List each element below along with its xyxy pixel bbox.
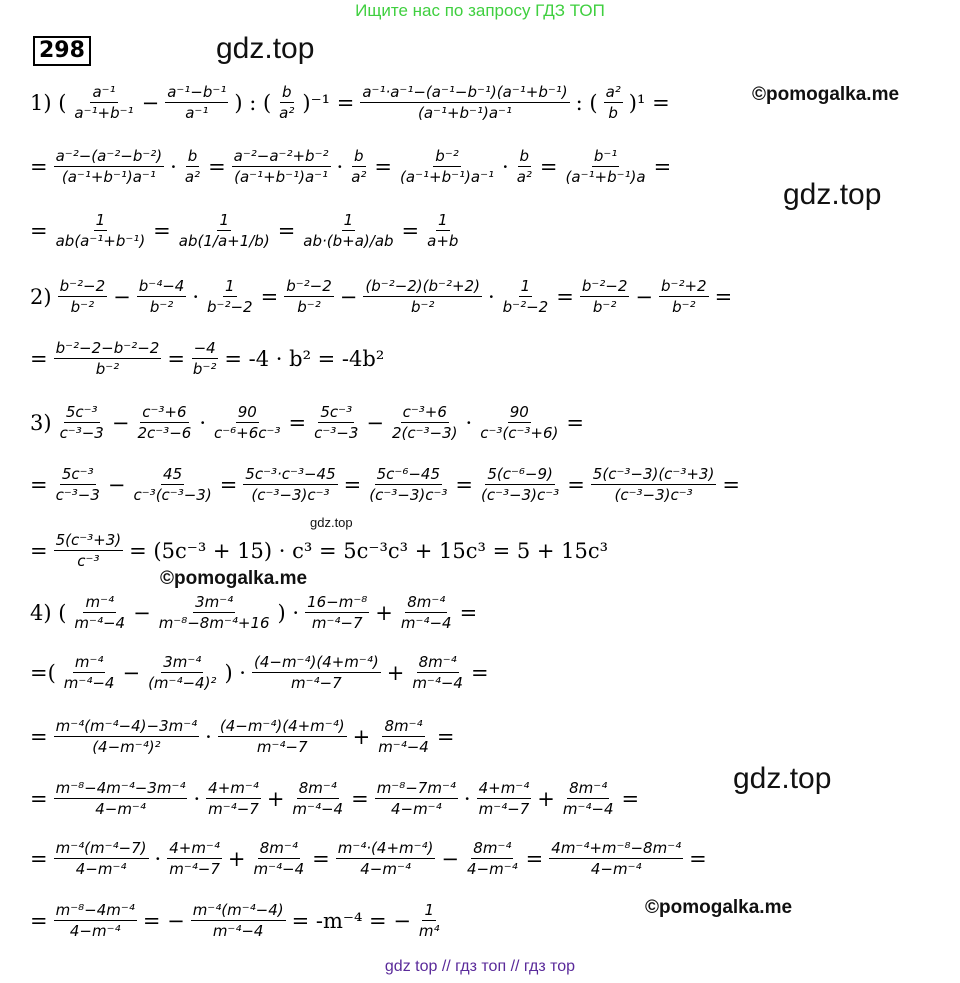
numerator: b⁻²−2 xyxy=(59,277,106,295)
watermark-pomogalka: ©pomogalka.me xyxy=(160,568,308,589)
denominator: (a⁻¹+b⁻¹)a xyxy=(565,168,646,186)
fraction xyxy=(479,464,561,505)
fraction xyxy=(478,402,560,443)
denominator: b⁻² xyxy=(410,298,435,316)
math-text: − xyxy=(441,846,460,871)
math-text: = xyxy=(343,472,362,497)
math-text: = xyxy=(30,218,48,243)
denominator: a² xyxy=(351,168,367,186)
denominator: c⁻³−3 xyxy=(59,424,104,442)
math-text: = xyxy=(722,472,740,497)
math-text: · xyxy=(463,786,471,811)
numerator: b⁻²+2 xyxy=(661,277,707,295)
fraction xyxy=(167,838,222,879)
denominator: (c⁻³−3)c⁻³ xyxy=(369,486,448,504)
denominator: (m⁻⁴−4)² xyxy=(148,674,217,692)
numerator: 1 xyxy=(219,211,229,229)
math-text: )⁻¹ = xyxy=(302,90,355,115)
fraction xyxy=(305,592,369,633)
denominator: m⁻⁴−4 xyxy=(378,738,429,756)
fraction xyxy=(399,592,454,633)
fraction xyxy=(54,146,165,187)
numerator: m⁻⁸−7m⁻⁴ xyxy=(376,779,456,797)
numerator: b⁻² xyxy=(435,147,459,165)
math-text: + xyxy=(227,846,246,871)
watermark-gdz-top: gdz.top xyxy=(733,762,832,795)
fraction xyxy=(580,276,630,317)
math-text: − xyxy=(133,600,151,625)
fraction xyxy=(62,652,117,693)
denominator: b⁻² xyxy=(297,298,321,316)
numerator: 5(c⁻⁶−9) xyxy=(487,465,553,483)
math-text: = xyxy=(312,846,330,871)
denominator: (a⁻¹+b⁻¹)a⁻¹ xyxy=(417,104,512,122)
problem-number: 298 xyxy=(33,36,91,66)
denominator: m⁻⁴−4 xyxy=(412,674,463,692)
numerator: c⁻³+6 xyxy=(402,403,447,421)
numerator: a² xyxy=(605,83,621,101)
numerator: 5c⁻³ xyxy=(320,403,353,421)
math-text: = xyxy=(556,284,574,309)
math-text: = -m⁻⁴ = − xyxy=(291,908,411,933)
math-text: − xyxy=(111,410,130,435)
equation-line xyxy=(28,652,491,693)
numerator: 8m⁻⁴ xyxy=(473,839,512,857)
math-text: = xyxy=(30,908,48,933)
denominator: b⁻²−2 xyxy=(207,298,253,316)
math-text: − xyxy=(635,284,653,309)
denominator: a² xyxy=(184,168,201,186)
math-text: · xyxy=(199,410,206,435)
numerator: b xyxy=(519,147,530,165)
fraction xyxy=(58,402,106,443)
math-text: = xyxy=(30,154,48,179)
denominator: m⁻⁴−7 xyxy=(169,860,220,878)
numerator: b xyxy=(354,147,364,165)
fraction xyxy=(54,838,149,879)
watermark-gdz-top: gdz.top xyxy=(783,178,882,211)
denominator: c⁻³−3 xyxy=(55,486,100,504)
math-text: − xyxy=(366,410,384,435)
math-text: = xyxy=(167,346,185,371)
math-text: · xyxy=(487,284,495,309)
math-text: = xyxy=(714,284,733,309)
math-text: = xyxy=(219,472,238,497)
fraction xyxy=(132,464,214,505)
fraction xyxy=(54,210,148,251)
fraction xyxy=(54,338,162,379)
fraction xyxy=(54,778,188,819)
equation-line xyxy=(28,402,586,443)
fraction xyxy=(232,146,331,187)
fraction xyxy=(290,778,345,819)
math-text: − xyxy=(141,90,160,115)
denominator: b⁻² xyxy=(70,298,95,316)
fraction xyxy=(212,402,282,443)
math-text: = (5c⁻³ + 15) · c³ = 5c⁻³c³ + 15c³ = 5 + 15c³ xyxy=(129,538,609,563)
denominator: 2(c⁻³−3) xyxy=(391,424,458,442)
denominator: 4−m⁻⁴ xyxy=(75,860,127,878)
numerator: b⁻²−2−b⁻²−2 xyxy=(55,339,160,357)
fraction xyxy=(137,276,187,317)
numerator: 45 xyxy=(163,465,183,483)
math-text: = xyxy=(567,472,585,497)
math-text: = xyxy=(30,538,48,563)
numerator: c⁻³+6 xyxy=(142,403,187,421)
denominator: 4−m⁻⁴ xyxy=(390,800,442,818)
math-text: = xyxy=(436,724,455,749)
math-text: − xyxy=(113,284,131,309)
numerator: a⁻²−a⁻²+b⁻² xyxy=(233,147,329,165)
fraction xyxy=(561,778,616,819)
numerator: −4 xyxy=(193,339,216,357)
math-text: · xyxy=(170,154,177,179)
denominator: b⁻² xyxy=(149,298,174,316)
denominator: b⁻²−2 xyxy=(502,298,549,316)
denominator: b⁻² xyxy=(672,298,696,316)
numerator: b⁻²−2 xyxy=(581,277,628,295)
numerator: a⁻¹ xyxy=(92,83,116,101)
math-text: + xyxy=(266,786,285,811)
denominator: c⁻⁶+6c⁻³ xyxy=(214,424,281,442)
denominator: b⁻² xyxy=(592,298,617,316)
numerator: 5c⁻³·c⁻³−45 xyxy=(245,465,336,483)
numerator: 5c⁻³ xyxy=(61,465,94,483)
math-text: = xyxy=(653,154,672,179)
equation-line xyxy=(28,592,479,633)
numerator: 5c⁻³ xyxy=(65,403,98,421)
equation-line xyxy=(28,338,386,379)
math-text: − xyxy=(122,660,141,685)
denominator: a² xyxy=(516,168,532,186)
numerator: 3m⁻⁴ xyxy=(163,653,202,671)
footer-links[interactable]: gdz top // гдз топ // гдз тор xyxy=(384,958,576,975)
denominator: a² xyxy=(279,104,295,122)
math-text: 4) ( xyxy=(30,600,67,625)
fraction xyxy=(284,276,334,317)
fraction xyxy=(243,464,337,505)
fraction xyxy=(367,464,449,505)
fraction xyxy=(465,838,520,879)
denominator: m⁻⁴−7 xyxy=(311,614,363,632)
numerator: 8m⁻⁴ xyxy=(418,653,457,671)
denominator: m⁴ xyxy=(418,922,440,940)
numerator: b⁻¹ xyxy=(593,147,618,165)
math-text: = xyxy=(470,660,489,685)
math-text: · xyxy=(336,154,344,179)
numerator: 8m⁻⁴ xyxy=(569,779,608,797)
watermark-pomogalka: ©pomogalka.me xyxy=(645,897,793,918)
fraction xyxy=(425,210,460,251)
fraction xyxy=(336,838,436,879)
fraction xyxy=(390,402,460,443)
numerator: 8m⁻⁴ xyxy=(298,779,337,797)
denominator: m⁻⁴−4 xyxy=(292,800,344,818)
math-text: = xyxy=(30,346,48,371)
fraction xyxy=(72,82,135,123)
numerator: 8m⁻⁴ xyxy=(259,839,298,857)
math-text: = xyxy=(208,154,226,179)
denominator: m⁻⁴−7 xyxy=(256,738,308,756)
fraction xyxy=(659,276,709,317)
math-text: 2) xyxy=(30,284,52,309)
numerator: 8m⁻⁴ xyxy=(407,593,446,611)
numerator: m⁻⁴·(4+m⁻⁴) xyxy=(337,839,434,857)
denominator: 2c⁻³−6 xyxy=(137,424,192,442)
math-text: − xyxy=(339,284,358,309)
equation-line xyxy=(28,716,456,757)
numerator: 4+m⁻⁴ xyxy=(478,779,530,797)
math-text: =( xyxy=(30,660,56,685)
denominator: m⁻⁴−4 xyxy=(253,860,305,878)
numerator: (4−m⁻⁴)(4+m⁻⁴) xyxy=(253,653,379,671)
math-text: = xyxy=(459,600,478,625)
numerator: a⁻¹·a⁻¹−(a⁻¹−b⁻¹)(a⁻¹+b⁻¹) xyxy=(362,83,568,101)
numerator: 1 xyxy=(520,277,531,295)
fraction xyxy=(477,778,532,819)
fraction xyxy=(165,82,228,123)
denominator: c⁻³ xyxy=(77,552,100,570)
numerator: a⁻²−(a⁻²−b⁻²) xyxy=(55,147,163,165)
math-text: )¹ = xyxy=(628,90,670,115)
fraction xyxy=(410,652,465,693)
denominator: (c⁻³−3)c⁻³ xyxy=(614,486,693,504)
numerator: 90 xyxy=(237,403,257,421)
search-banner[interactable]: Ищите нас по запросу ГДЗ ТОП xyxy=(355,1,605,20)
fraction xyxy=(501,276,551,317)
denominator: 4−m⁻⁴ xyxy=(360,860,411,878)
fraction xyxy=(375,778,458,819)
denominator: (a⁻¹+b⁻¹)a⁻¹ xyxy=(234,168,329,186)
equation-line xyxy=(28,276,734,317)
denominator: ab(a⁻¹+b⁻¹) xyxy=(55,232,146,250)
watermark-gdz-top: gdz.top xyxy=(216,32,315,65)
numerator: b xyxy=(282,83,292,101)
numerator: 5(c⁻³−3)(c⁻³+3) xyxy=(592,465,715,483)
numerator: 90 xyxy=(509,403,529,421)
numerator: b⁻⁴−4 xyxy=(138,277,185,295)
numerator: 4+m⁻⁴ xyxy=(208,779,259,797)
numerator: 1 xyxy=(343,211,354,229)
denominator: m⁻⁴−4 xyxy=(400,614,452,632)
fraction xyxy=(360,82,569,123)
math-text: 3) xyxy=(30,410,52,435)
math-text: + xyxy=(352,724,371,749)
numerator: m⁻⁸−4m⁻⁴−3m⁻⁴ xyxy=(55,779,186,797)
math-text: = xyxy=(566,410,584,435)
denominator: m⁻⁴−4 xyxy=(74,614,126,632)
math-text: = xyxy=(374,154,393,179)
fraction xyxy=(312,402,360,443)
numerator: 16−m⁻⁸ xyxy=(307,593,368,611)
fraction xyxy=(591,464,717,505)
denominator: a⁻¹ xyxy=(185,104,209,122)
fraction xyxy=(252,652,381,693)
math-text: 1) ( xyxy=(30,90,67,115)
math-text: = -4 · b² = -4b² xyxy=(224,346,385,371)
numerator: 1 xyxy=(95,211,106,229)
math-text: = xyxy=(30,472,48,497)
fraction xyxy=(183,146,202,187)
numerator: a⁻¹−b⁻¹ xyxy=(167,83,227,101)
math-text: · xyxy=(205,724,212,749)
math-text: = xyxy=(260,284,279,309)
fraction xyxy=(54,464,102,505)
denominator: 4−m⁻⁴ xyxy=(590,860,642,878)
equation-line xyxy=(28,210,464,251)
math-text: = − xyxy=(142,908,185,933)
numerator: b⁻²−2 xyxy=(286,277,332,295)
denominator: m⁻⁴−7 xyxy=(478,800,530,818)
fraction xyxy=(135,402,193,443)
watermark-pomogalka: ©pomogalka.me xyxy=(752,84,900,105)
numerator: m⁻⁴(m⁻⁴−4) xyxy=(192,901,284,919)
math-text: = xyxy=(30,786,48,811)
math-text: · xyxy=(192,284,200,309)
fraction xyxy=(218,716,347,757)
watermark-gdz-top-small: gdz.top xyxy=(310,515,353,530)
numerator: m⁻⁸−4m⁻⁴ xyxy=(55,901,135,919)
fraction xyxy=(604,82,623,123)
denominator: (4−m⁻⁴)² xyxy=(92,738,161,756)
numerator: (4−m⁻⁴)(4+m⁻⁴) xyxy=(219,717,345,735)
fraction xyxy=(205,276,255,317)
denominator: c⁻³(c⁻³−3) xyxy=(133,486,212,504)
fraction xyxy=(376,716,431,757)
math-text: = xyxy=(539,154,558,179)
denominator: (c⁻³−3)c⁻³ xyxy=(481,486,560,504)
denominator: a⁻¹+b⁻¹ xyxy=(74,104,134,122)
math-text: ) : ( xyxy=(234,90,272,115)
equation-line xyxy=(28,530,610,571)
denominator: b⁻² xyxy=(192,360,217,378)
denominator: (a⁻¹+b⁻¹)a⁻¹ xyxy=(61,168,156,186)
numerator: m⁻⁴(m⁻⁴−7) xyxy=(55,839,147,857)
denominator: m⁻⁴−4 xyxy=(562,800,614,818)
denominator: m⁻⁸−8m⁻⁴+16 xyxy=(158,614,270,632)
math-text: = xyxy=(288,410,307,435)
math-text: = xyxy=(689,846,707,871)
denominator: ab·(b+a)/ab xyxy=(303,232,394,250)
fraction xyxy=(564,146,648,187)
math-text: + xyxy=(386,660,405,685)
math-text: = xyxy=(30,724,48,749)
fraction xyxy=(191,900,286,941)
denominator: 4−m⁻⁴ xyxy=(95,800,146,818)
fraction xyxy=(251,838,306,879)
denominator: b⁻² xyxy=(95,360,120,378)
denominator: c⁻³(c⁻³+6) xyxy=(480,424,559,442)
equation-line xyxy=(28,146,673,187)
fraction xyxy=(54,530,124,571)
math-text: · xyxy=(193,786,201,811)
fraction xyxy=(54,900,137,941)
math-text: = xyxy=(525,846,544,871)
fraction xyxy=(177,210,272,251)
numerator: m⁻⁴(m⁻⁴−4)−3m⁻⁴ xyxy=(55,717,198,735)
denominator: (c⁻³−3)c⁻³ xyxy=(251,486,330,504)
numerator: 1 xyxy=(225,277,235,295)
numerator: b xyxy=(187,147,198,165)
equation-line xyxy=(28,900,446,941)
denominator: ab(1/a+1/b) xyxy=(178,232,270,250)
fraction xyxy=(191,338,218,379)
numerator: (b⁻²−2)(b⁻²+2) xyxy=(365,277,480,295)
numerator: 4+m⁻⁴ xyxy=(169,839,220,857)
fraction xyxy=(515,146,534,187)
fraction xyxy=(277,82,296,123)
numerator: m⁻⁴ xyxy=(85,593,115,611)
math-text: · xyxy=(465,410,473,435)
fraction xyxy=(398,146,496,187)
fraction xyxy=(417,900,442,941)
math-text: = xyxy=(153,218,171,243)
denominator: 4−m⁻⁴ xyxy=(467,860,518,878)
numerator: 8m⁻⁴ xyxy=(384,717,423,735)
math-text: = xyxy=(277,218,296,243)
denominator: m⁻⁴−4 xyxy=(63,674,115,692)
math-text: − xyxy=(107,472,126,497)
fraction xyxy=(157,592,272,633)
denominator: 4−m⁻⁴ xyxy=(69,922,121,940)
fraction xyxy=(549,838,683,879)
denominator: a+b xyxy=(427,232,459,250)
math-text: = xyxy=(455,472,474,497)
equation-line xyxy=(28,838,709,879)
fraction xyxy=(58,276,108,317)
equation-line xyxy=(28,778,641,819)
denominator: m⁻⁴−7 xyxy=(291,674,342,692)
denominator: b xyxy=(608,104,618,122)
equation-line xyxy=(28,82,672,123)
numerator: 1 xyxy=(424,901,434,919)
math-text: · xyxy=(154,846,162,871)
math-text: ) · xyxy=(224,660,246,685)
numerator: 1 xyxy=(438,211,448,229)
math-text: + xyxy=(375,600,393,625)
denominator: (a⁻¹+b⁻¹)a⁻¹ xyxy=(400,168,495,186)
fraction xyxy=(363,276,482,317)
numerator: 5(c⁻³+3) xyxy=(55,531,122,549)
math-text: · xyxy=(502,154,509,179)
fraction xyxy=(54,716,200,757)
denominator: c⁻³−3 xyxy=(314,424,359,442)
math-text: = xyxy=(401,218,420,243)
fraction xyxy=(146,652,218,693)
fraction xyxy=(349,146,368,187)
math-text: : ( xyxy=(575,90,598,115)
equation-line xyxy=(28,464,742,505)
math-text: + xyxy=(537,786,555,811)
fraction xyxy=(206,778,261,819)
math-text: ) · xyxy=(277,600,300,625)
fraction xyxy=(301,210,395,251)
fraction xyxy=(72,592,127,633)
math-text: = xyxy=(351,786,369,811)
math-text: = xyxy=(30,846,48,871)
numerator: 3m⁻⁴ xyxy=(195,593,234,611)
numerator: 4m⁻⁴+m⁻⁸−8m⁻⁴ xyxy=(551,839,682,857)
denominator: m⁻⁴−4 xyxy=(212,922,264,940)
math-text: = xyxy=(621,786,640,811)
numerator: 5c⁻⁶−45 xyxy=(376,465,441,483)
numerator: m⁻⁴ xyxy=(74,653,104,671)
denominator: m⁻⁴−7 xyxy=(208,800,259,818)
